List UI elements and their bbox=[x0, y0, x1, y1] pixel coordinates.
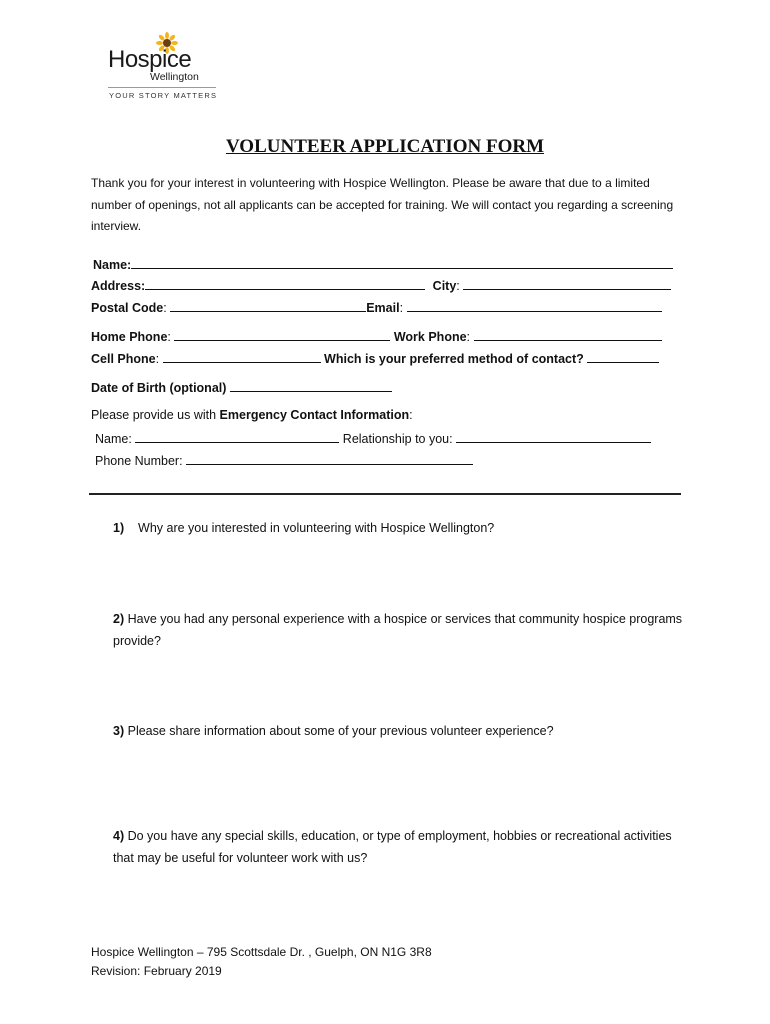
question-4 bbox=[113, 826, 693, 869]
home-phone-field[interactable] bbox=[174, 328, 390, 341]
cell-row: Cell Phone: Which is your preferred method of contact? bbox=[91, 350, 659, 366]
question-number: 2) bbox=[113, 612, 125, 626]
city-field[interactable] bbox=[463, 277, 671, 290]
emergency-intro-bold: Emergency Contact Information bbox=[219, 408, 410, 422]
postal-code-field[interactable] bbox=[170, 299, 366, 312]
phone-row: Home Phone: Work Phone: bbox=[91, 328, 662, 344]
address-row: Address: City: bbox=[91, 277, 671, 293]
form-title: VOLUNTEER APPLICATION FORM bbox=[225, 136, 545, 157]
relationship-label: Relationship to you: bbox=[342, 432, 453, 446]
hospice-wellington-logo bbox=[106, 32, 226, 102]
name-label: Name: bbox=[93, 258, 132, 272]
name-field[interactable] bbox=[131, 256, 673, 269]
dob-field[interactable] bbox=[230, 379, 392, 392]
cell-phone-label: Cell Phone bbox=[91, 352, 156, 366]
preferred-contact-label: Which is your preferred method of contact? bbox=[324, 352, 584, 366]
question-text: Do you have any special skills, education, or type of employment, hobbies or recreational activities that may be useful for volunteer work with us? bbox=[113, 829, 672, 865]
question-number: 3) bbox=[113, 724, 125, 738]
footer-revision: Revision: February 2019 bbox=[91, 963, 222, 978]
logo-name: Hospice bbox=[108, 46, 192, 73]
email-field[interactable] bbox=[407, 299, 662, 312]
name-row bbox=[93, 256, 673, 272]
question-text: Why are you interested in volunteering with Hospice Wellington? bbox=[138, 521, 495, 535]
emergency-phone-label: Phone Number: bbox=[95, 454, 183, 468]
address-label: Address: bbox=[91, 279, 146, 293]
home-phone-label: Home Phone bbox=[91, 330, 168, 344]
footer-address: Hospice Wellington – 795 Scottsdale Dr. , Guelph, ON N1G 3R8 bbox=[91, 945, 432, 959]
logo-subname: Wellington bbox=[150, 71, 199, 83]
question-3 bbox=[113, 721, 693, 743]
question-text: Please share information about some of your previous volunteer experience? bbox=[127, 724, 554, 738]
email-label: Email bbox=[366, 301, 400, 315]
postal-code-label: Postal Code bbox=[91, 301, 164, 315]
city-label: City bbox=[432, 279, 457, 293]
emergency-name-label: Name: bbox=[95, 432, 132, 446]
question-text: Have you had any personal experience with a hospice or services that community hospice programs provide? bbox=[113, 612, 683, 648]
address-field[interactable] bbox=[145, 277, 425, 290]
emergency-name-field[interactable] bbox=[135, 430, 339, 443]
intro-paragraph: Thank you for your interest in volunteering with Hospice Wellington. Please be aware that due to a limited number of openings, not all applicants can be accepted for training. We will contact you regarding a screening interview. bbox=[91, 176, 674, 233]
question-2 bbox=[113, 609, 693, 652]
emergency-phone-row bbox=[95, 452, 473, 468]
work-phone-label: Work Phone bbox=[393, 330, 467, 344]
preferred-contact-field[interactable] bbox=[587, 350, 659, 363]
logo-tagline: YOUR STORY MATTERS bbox=[109, 91, 218, 100]
section-divider bbox=[89, 493, 681, 495]
cell-phone-field[interactable] bbox=[163, 350, 321, 363]
emergency-phone-field[interactable] bbox=[186, 452, 473, 465]
relationship-field[interactable] bbox=[456, 430, 651, 443]
question-number: 1) bbox=[113, 521, 125, 535]
emergency-intro: Please provide us with Emergency Contact Information: bbox=[91, 408, 413, 422]
logo-rule bbox=[108, 87, 216, 88]
footer bbox=[91, 943, 432, 980]
question-1 bbox=[113, 518, 693, 540]
work-phone-field[interactable] bbox=[474, 328, 662, 341]
postal-row: Postal Code: Email: bbox=[91, 299, 662, 315]
emergency-name-row bbox=[95, 430, 651, 446]
dob-label: Date of Birth (optional) bbox=[91, 381, 227, 395]
dob-row bbox=[91, 379, 392, 395]
question-number: 4) bbox=[113, 829, 125, 843]
